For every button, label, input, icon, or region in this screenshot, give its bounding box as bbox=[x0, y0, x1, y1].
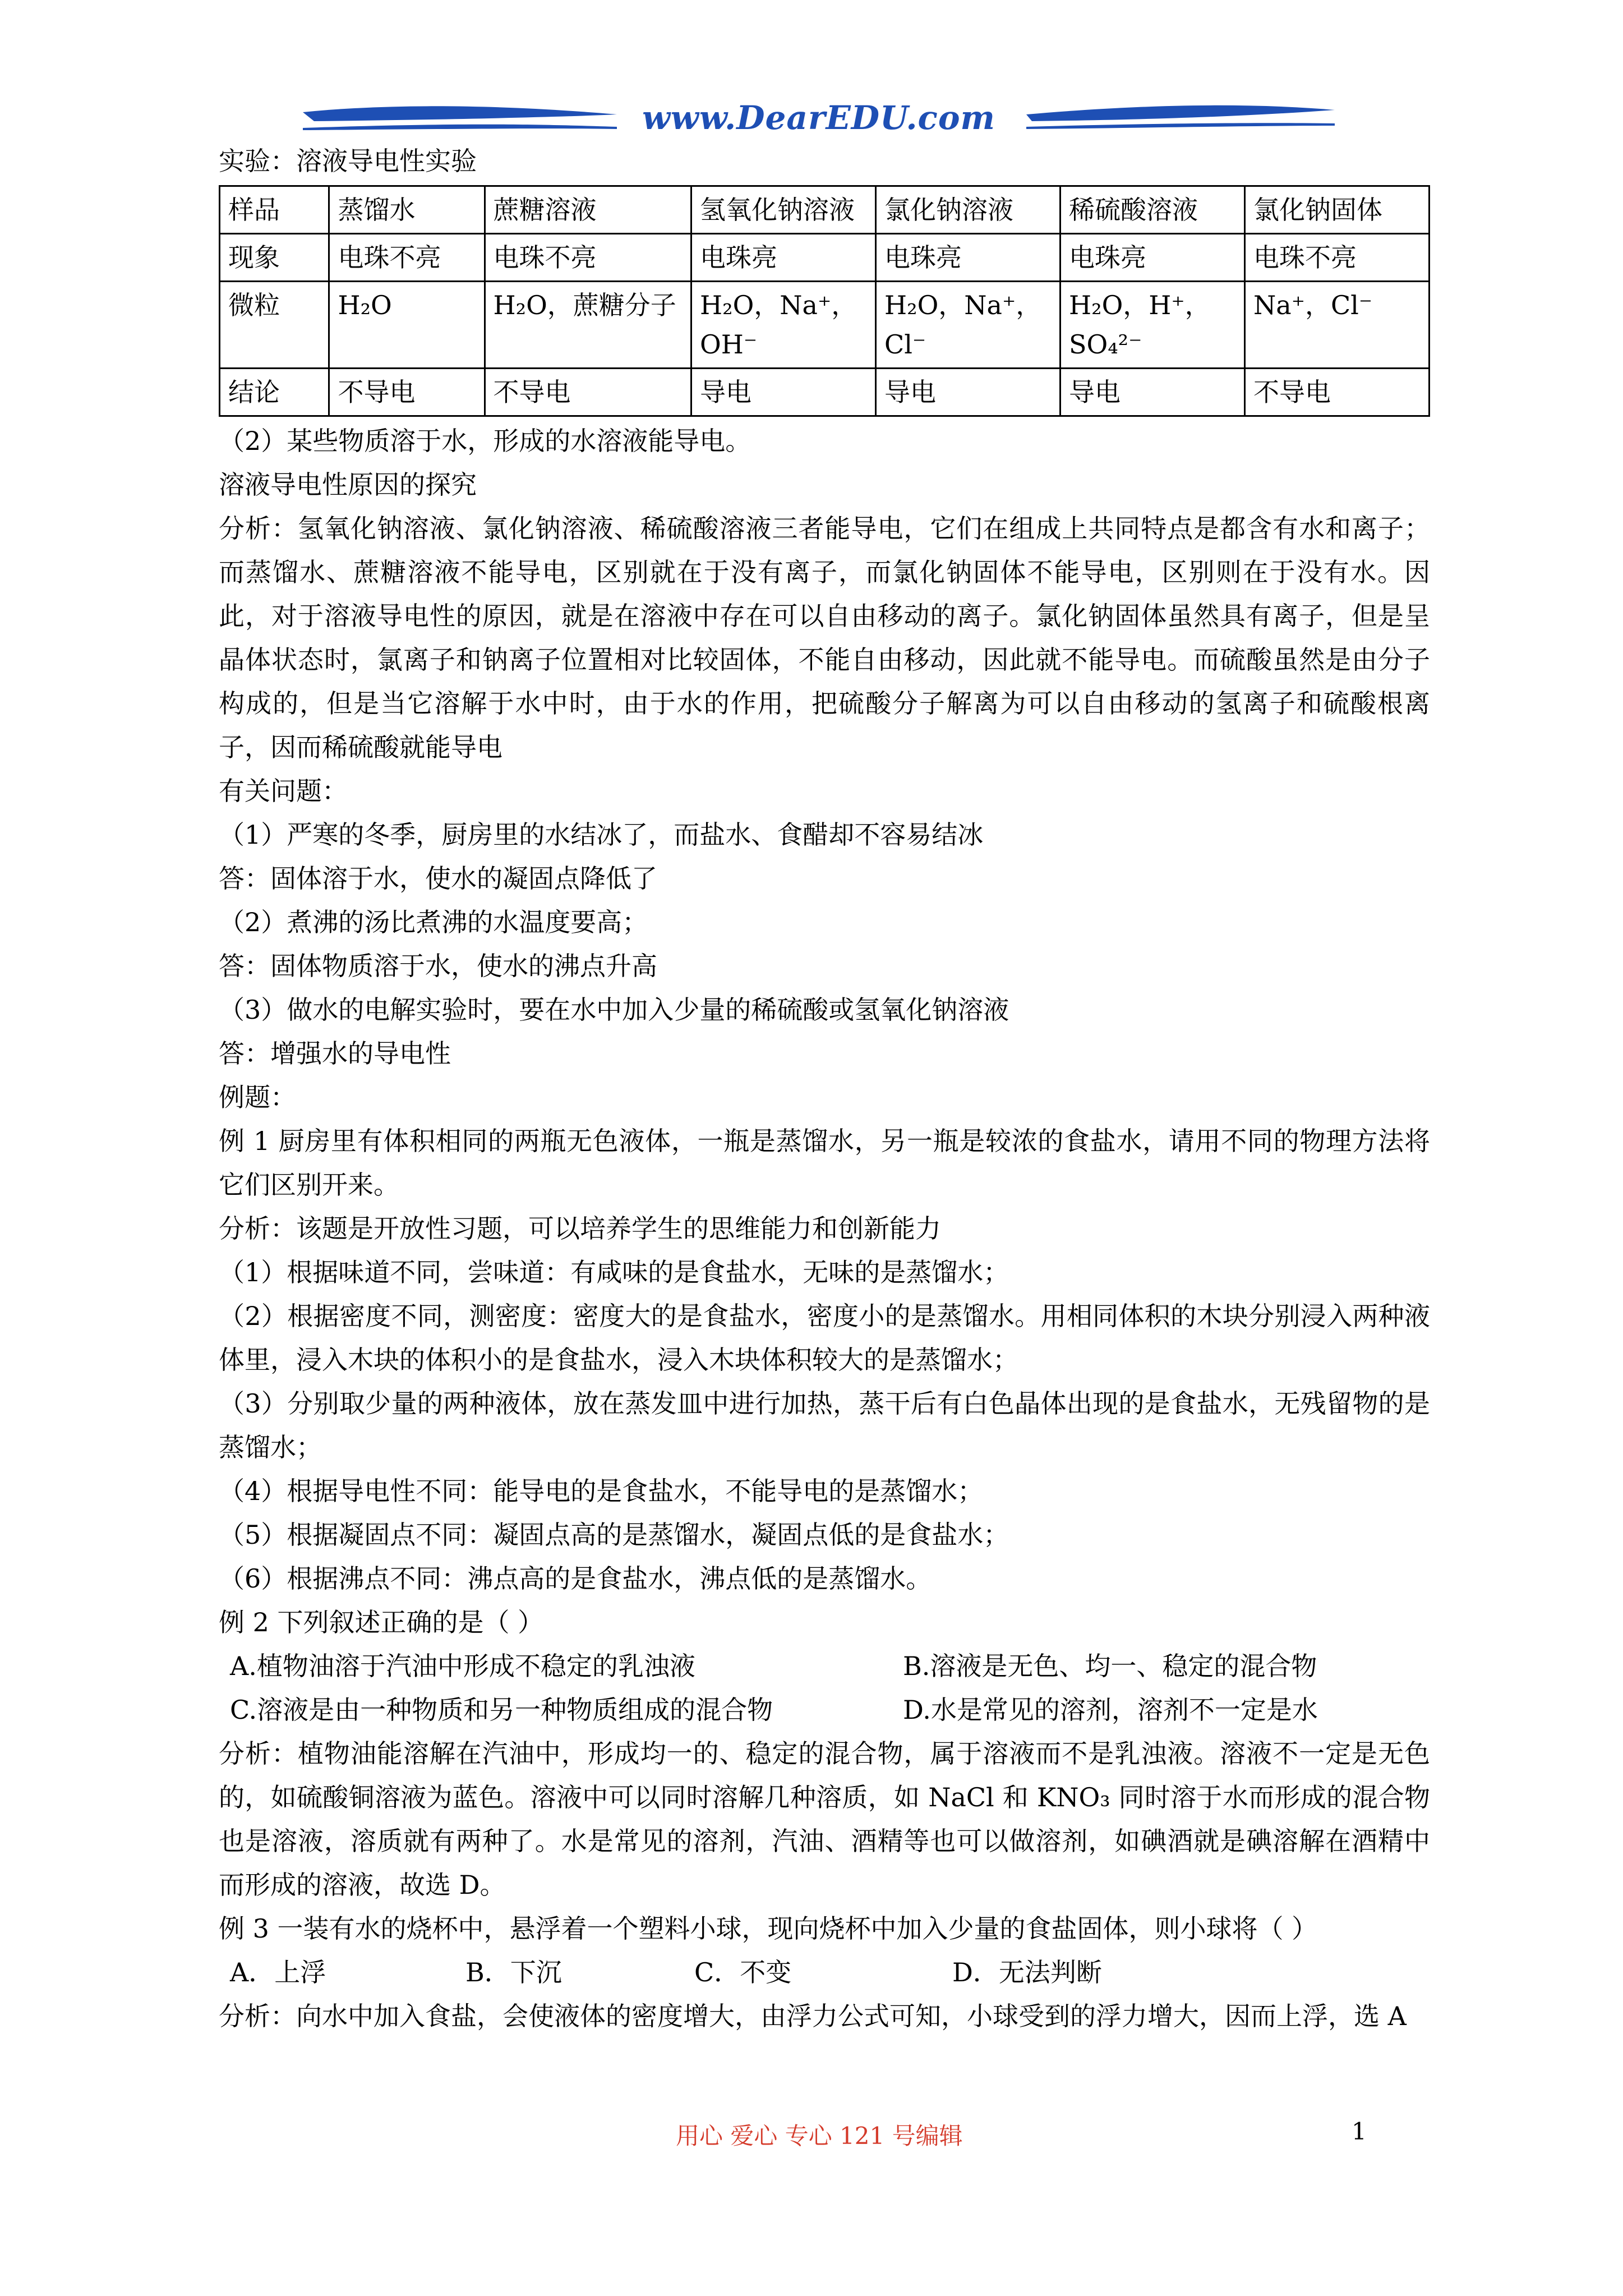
table-row bbox=[220, 369, 1430, 416]
table-cell: H₂O bbox=[329, 282, 485, 369]
question-line: （2）煮沸的汤比煮沸的水温度要高； bbox=[219, 907, 648, 937]
table-row bbox=[220, 234, 1430, 282]
table-cell: 电珠亮 bbox=[1061, 234, 1245, 282]
table-cell: H₂O，Na⁺，Cl⁻ bbox=[876, 282, 1061, 369]
table-cell: H₂O，H⁺，SO₄²⁻ bbox=[1061, 282, 1245, 369]
table-cell: 导电 bbox=[1061, 369, 1245, 416]
footer-slogan: 用心 爱心 专心 121 号编辑 bbox=[676, 2122, 963, 2150]
option-row bbox=[219, 1644, 1430, 1688]
text-line: （2）某些物质溶于水，形成的水溶液能导电。 bbox=[219, 426, 751, 456]
option-a: A．上浮 bbox=[230, 1957, 326, 1987]
section-heading: 溶液导电性原因的探究 bbox=[219, 470, 477, 500]
option-d: D.水是常见的溶剂，溶剂不一定是水 bbox=[903, 1695, 1318, 1725]
option-b: B.溶液是无色、均一、稳定的混合物 bbox=[903, 1651, 1317, 1681]
table-cell: 电珠亮 bbox=[691, 234, 876, 282]
table-cell: 电珠不亮 bbox=[1245, 234, 1430, 282]
answer-line: 答：固体物质溶于水，使水的沸点升高 bbox=[219, 951, 657, 981]
option-row bbox=[219, 1950, 1430, 1994]
table-cell: 氯化钠固体 bbox=[1245, 186, 1430, 234]
table-cell: 不导电 bbox=[485, 369, 691, 416]
method-item: （3）分别取少量的两种液体，放在蒸发皿中进行加热，蒸干后有白色晶体出现的是食盐水，无残留物的是蒸馏水； bbox=[219, 1388, 1430, 1462]
example-question: 例 3 一装有水的烧杯中，悬浮着一个塑料小球，现向烧杯中加入少量的食盐固体，则小球将（ ） bbox=[219, 1913, 1318, 1944]
table-cell: 不导电 bbox=[329, 369, 485, 416]
example-analysis: 分析：向水中加入食盐，会使液体的密度增大，由浮力公式可知，小球受到的浮力增大，因而上浮，选 A bbox=[219, 2001, 1407, 2031]
table-row bbox=[220, 186, 1430, 234]
table-cell: 电珠亮 bbox=[876, 234, 1061, 282]
section-heading: 例题： bbox=[219, 1082, 296, 1112]
analysis-paragraph: 分析：氢氧化钠溶液、氯化钠溶液、稀硫酸溶液三者能导电，它们在组成上共同特点是都含有水和离子；而蒸馏水、蔗糖溶液不能导电，区别就在于没有离子，而氯化钠固体不能导电，区别则在于没有水。因此，对于溶液导电性的原因，就是在溶液中存在可以自由移动的离子。氯化钠固体虽然具有离子，但是呈晶体状态时，氯离子和钠离子位置相对比较固体，不能自由移动，因此就不能导电。而硫酸虽然是由分子构成的，但是当它溶解于水中时，由于水的作用，把硫酸分子解离为可以自由移动的氢离子和硫酸根离子，因而稀硫酸就能导电 bbox=[219, 513, 1430, 762]
table-cell: 氯化钠溶液 bbox=[876, 186, 1061, 234]
table-cell: 稀硫酸溶液 bbox=[1061, 186, 1245, 234]
method-item: （4）根据导电性不同：能导电的是食盐水，不能导电的是蒸馏水； bbox=[219, 1476, 984, 1506]
method-item: （1）根据味道不同，尝味道：有咸味的是食盐水，无味的是蒸馏水； bbox=[219, 1257, 1009, 1287]
example-analysis: 分析：该题是开放性习题，可以培养学生的思维能力和创新能力 bbox=[219, 1213, 941, 1244]
table-cell: 导电 bbox=[876, 369, 1061, 416]
option-a: A.植物油溶于汽油中形成不稳定的乳浊液 bbox=[230, 1651, 695, 1681]
table-cell: 不导电 bbox=[1245, 369, 1430, 416]
table-cell: 氢氧化钠溶液 bbox=[691, 186, 876, 234]
table-cell: 现象 bbox=[220, 234, 329, 282]
answer-line: 答：增强水的导电性 bbox=[219, 1038, 451, 1069]
experiment-title: 实验：溶液导电性实验 bbox=[219, 146, 477, 176]
method-item: （6）根据沸点不同：沸点高的是食盐水，沸点低的是蒸馏水。 bbox=[219, 1563, 932, 1594]
example-analysis: 分析：植物油能溶解在汽油中，形成均一的、稳定的混合物，属于溶液而不是乳浊液。溶液不一定是无色的，如硫酸铜溶液为蓝色。溶液中可以同时溶解几种溶质，如 NaCl 和 KNO₃ 同时溶于水而形成的混合物也是溶液，溶质就有两种了。水是常见的溶剂，汽油、酒精等也可以做溶剂，如碘酒就是碘溶解在酒精中而形成的溶液，故选 D。 bbox=[219, 1738, 1430, 1900]
table-cell: 电珠不亮 bbox=[329, 234, 485, 282]
option-row bbox=[219, 1688, 1430, 1732]
experiment-table bbox=[219, 185, 1430, 417]
example-question: 例 1 厨房里有体积相同的两瓶无色液体，一瓶是蒸馏水，另一瓶是较浓的食盐水，请用不同的物理方法将它们区别开来。 bbox=[219, 1126, 1430, 1200]
table-cell: 结论 bbox=[220, 369, 329, 416]
table-cell: 微粒 bbox=[220, 282, 329, 369]
question-line: （3）做水的电解实验时，要在水中加入少量的稀硫酸或氢氧化钠溶液 bbox=[219, 995, 1009, 1025]
table-cell: 蒸馏水 bbox=[329, 186, 485, 234]
table-cell: 电珠不亮 bbox=[485, 234, 691, 282]
answer-line: 答：固体溶于水，使水的凝固点降低了 bbox=[219, 863, 657, 894]
table-cell: 导电 bbox=[691, 369, 876, 416]
option-c: C.溶液是由一种物质和另一种物质组成的混合物 bbox=[230, 1695, 773, 1725]
table-cell: Na⁺，Cl⁻ bbox=[1245, 282, 1430, 369]
option-c: C．不变 bbox=[694, 1957, 792, 1987]
table-row bbox=[220, 282, 1430, 369]
option-b: B．下沉 bbox=[465, 1957, 562, 1987]
option-d: D．无法判断 bbox=[952, 1957, 1102, 1987]
section-heading: 有关问题： bbox=[219, 776, 348, 806]
table-cell: H₂O，蔗糖分子 bbox=[485, 282, 691, 369]
example-question: 例 2 下列叙述正确的是（ ） bbox=[219, 1607, 544, 1637]
method-item: （2）根据密度不同，测密度：密度大的是食盐水，密度小的是蒸馏水。用相同体积的木块分别浸入两种液体里，浸入木块的体积小的是食盐水，浸入木块体积较大的是蒸馏水； bbox=[219, 1301, 1430, 1375]
method-item: （5）根据凝固点不同：凝固点高的是蒸馏水，凝固点低的是食盐水； bbox=[219, 1520, 1009, 1550]
question-line: （1）严寒的冬季，厨房里的水结冰了，而盐水、食醋却不容易结冰 bbox=[219, 820, 984, 850]
table-cell: H₂O，Na⁺，OH⁻ bbox=[691, 282, 876, 369]
table-cell: 样品 bbox=[220, 186, 329, 234]
table-cell: 蔗糖溶液 bbox=[485, 186, 691, 234]
main-content bbox=[219, 139, 1430, 2038]
page-number: 1 bbox=[1352, 2118, 1367, 2145]
site-url: www.DearEDU.com bbox=[642, 99, 995, 137]
